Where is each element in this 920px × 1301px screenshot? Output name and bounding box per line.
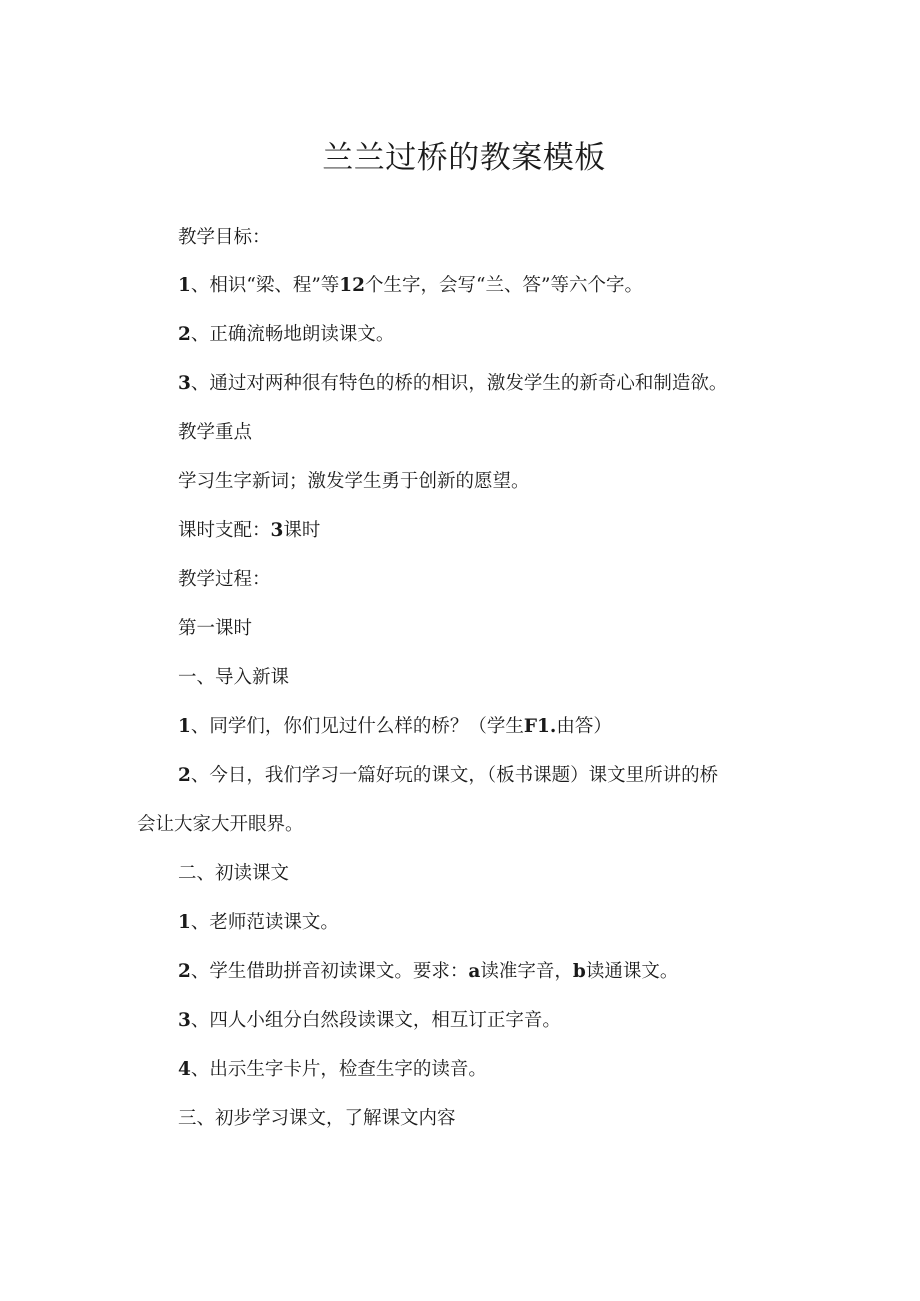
section-heading-3 — [178, 1106, 456, 1132]
paragraph-reading-3 — [178, 1008, 561, 1034]
list-number: 1 — [178, 275, 191, 296]
paragraph-text-a: 读准字音， — [480, 961, 573, 982]
paragraph-text: 教学重点 — [178, 422, 253, 443]
list-number: 2 — [178, 324, 191, 345]
paragraph-text: 学习生字新词；激发学生勇于创新的愿望。 — [178, 471, 530, 492]
paragraph-text: 、学生借助拼音初读课文。要求： — [190, 961, 469, 982]
paragraph-teaching-goals-heading — [178, 225, 271, 251]
list-number: 3 — [178, 1010, 191, 1031]
bold-number: 3 — [270, 520, 284, 541]
section-heading-2 — [178, 861, 289, 887]
paragraph-text: 、正确流畅地朗读课文。 — [190, 324, 395, 345]
paragraph-goal-2 — [178, 322, 394, 348]
paragraph-text: 三、初步学习课文，了解课文内容 — [178, 1108, 456, 1129]
bold-number: F1. — [523, 716, 557, 737]
paragraph-text: 、老师范读课文。 — [190, 912, 339, 933]
paragraph-reading-1 — [178, 910, 339, 936]
paragraph-text: 、今日，我们学习一篇好玩的课文，（板书课题）课文里所讲的桥 — [190, 765, 719, 786]
bold-letter-a: a — [468, 961, 481, 982]
paragraph-goal-3 — [178, 371, 727, 397]
paragraph-text: 教学目标： — [178, 227, 271, 248]
paragraph-intro-2-continued — [137, 812, 304, 838]
list-number: 3 — [178, 373, 191, 394]
paragraph-text-b: 读通课文。 — [585, 961, 679, 982]
paragraph-text-rest: 个生字，会写“兰、答”等六个字。 — [365, 275, 643, 296]
paragraph-text: 、出示生字卡片，检查生字的读音。 — [190, 1059, 487, 1080]
paragraph-text: 、四人小组分白然段读课文，相互订正字音。 — [190, 1010, 561, 1031]
paragraph-first-lesson — [178, 616, 252, 642]
bold-number: 12 — [339, 275, 366, 296]
bold-letter-b: b — [572, 961, 586, 982]
paragraph-text: 、相识“梁、程”等 — [190, 275, 340, 296]
paragraph-intro-2 — [178, 763, 718, 789]
paragraph-reading-4 — [178, 1057, 487, 1083]
list-number: 2 — [178, 961, 191, 982]
paragraph-text: 第一课时 — [178, 618, 253, 639]
paragraph-text: 课时支配： — [178, 520, 271, 541]
paragraph-text: 一、导入新课 — [178, 667, 290, 688]
paragraph-process-heading — [178, 567, 271, 593]
paragraph-key-points-heading — [178, 420, 252, 446]
paragraph-text: 二、初读课文 — [178, 863, 290, 884]
paragraph-reading-2 — [178, 959, 678, 985]
paragraph-text: 、同学们，你们见过什么样的桥？（学生 — [190, 716, 524, 737]
list-number: 4 — [178, 1059, 191, 1080]
list-number: 2 — [178, 765, 191, 786]
paragraph-text-rest: 课时 — [283, 520, 321, 541]
paragraph-text: 、通过对两种很有特色的桥的相识，激发学生的新奇心和制造欲。 — [190, 373, 728, 394]
paragraph-goal-1 — [178, 273, 643, 299]
paragraph-schedule — [178, 518, 320, 544]
paragraph-text: 教学过程： — [178, 569, 271, 590]
section-heading-1 — [178, 665, 289, 691]
list-number: 1 — [178, 716, 191, 737]
list-number: 1 — [178, 912, 191, 933]
paragraph-text: 会让大家大开眼界。 — [137, 814, 304, 835]
document-title: 兰兰过桥的教案模板 — [322, 140, 606, 176]
paragraph-intro-1 — [178, 714, 612, 740]
paragraph-text-rest: 由答） — [556, 716, 612, 737]
paragraph-key-points — [178, 469, 530, 495]
